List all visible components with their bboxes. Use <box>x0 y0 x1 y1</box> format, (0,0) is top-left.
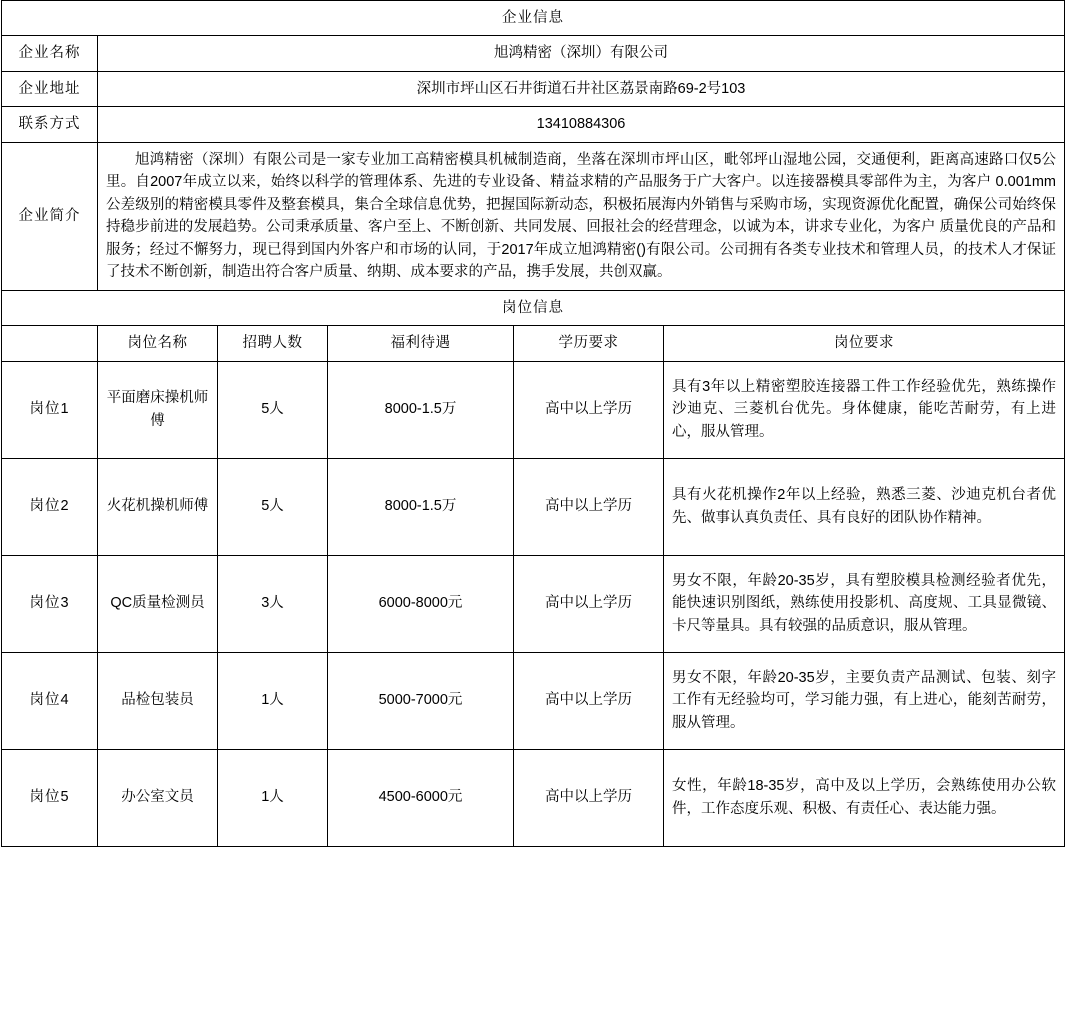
job-name: QC质量检测员 <box>98 555 218 652</box>
job-count: 1人 <box>218 749 328 846</box>
job-index: 岗位1 <box>2 361 98 458</box>
job-section-title: 岗位信息 <box>2 290 1065 325</box>
job-section-title-row <box>2 290 1065 325</box>
job-count: 3人 <box>218 555 328 652</box>
job-education: 高中以上学历 <box>514 458 664 555</box>
job-education: 高中以上学历 <box>514 361 664 458</box>
table-row <box>2 361 1065 458</box>
job-salary: 8000-1.5万 <box>328 361 514 458</box>
company-intro-text-cell <box>98 142 1065 290</box>
table-row <box>2 749 1065 846</box>
job-header-index <box>2 326 98 361</box>
job-name: 办公室文员 <box>98 749 218 846</box>
table-row <box>2 652 1065 749</box>
table-row <box>2 71 1065 106</box>
job-name: 火花机操机师傅 <box>98 458 218 555</box>
job-header-education: 学历要求 <box>514 326 664 361</box>
company-contact-value: 13410884306 <box>98 107 1065 142</box>
table-row <box>2 458 1065 555</box>
company-name-value: 旭鸿精密（深圳）有限公司 <box>98 36 1065 71</box>
table-row <box>2 555 1065 652</box>
table-row <box>2 142 1065 290</box>
job-count: 5人 <box>218 361 328 458</box>
job-requirement: 女性，年龄18-35岁，高中及以上学历，会熟练使用办公软件，工作态度乐观、积极、有责任心、表达能力强。 <box>664 749 1065 846</box>
job-salary: 8000-1.5万 <box>328 458 514 555</box>
job-index: 岗位2 <box>2 458 98 555</box>
job-salary: 6000-8000元 <box>328 555 514 652</box>
job-table-header-row <box>2 326 1065 361</box>
job-header-salary: 福利待遇 <box>328 326 514 361</box>
job-index: 岗位4 <box>2 652 98 749</box>
job-index: 岗位5 <box>2 749 98 846</box>
job-count: 1人 <box>218 652 328 749</box>
job-requirement: 具有火花机操作2年以上经验，熟悉三菱、沙迪克机台者优先、做事认真负责任、具有良好的团队协作精神。 <box>664 458 1065 555</box>
job-salary: 5000-7000元 <box>328 652 514 749</box>
job-index: 岗位3 <box>2 555 98 652</box>
company-contact-label: 联系方式 <box>2 107 98 142</box>
job-education: 高中以上学历 <box>514 749 664 846</box>
job-education: 高中以上学历 <box>514 652 664 749</box>
company-section-title: 企业信息 <box>2 1 1065 36</box>
company-intro-label: 企业简介 <box>2 142 98 290</box>
table-row <box>2 36 1065 71</box>
company-section-title-row <box>2 1 1065 36</box>
job-header-count: 招聘人数 <box>218 326 328 361</box>
job-requirement: 男女不限，年龄20-35岁，具有塑胶模具检测经验者优先，能快速识别图纸，熟练使用投影机、高度规、工具显微镜、卡尺等量具。具有较强的品质意识，服从管理。 <box>664 555 1065 652</box>
table-row <box>2 107 1065 142</box>
job-header-requirement: 岗位要求 <box>664 326 1065 361</box>
job-requirement: 男女不限，年龄20-35岁，主要负责产品测试、包装、刻字工作有无经验均可，学习能力强，有上进心，能刻苦耐劳，服从管理。 <box>664 652 1065 749</box>
job-education: 高中以上学历 <box>514 555 664 652</box>
company-info-table <box>1 0 1065 847</box>
company-name-label: 企业名称 <box>2 36 98 71</box>
job-name: 平面磨床操机师傅 <box>98 361 218 458</box>
job-salary: 4500-6000元 <box>328 749 514 846</box>
company-intro-text: 旭鸿精密（深圳）有限公司是一家专业加工高精密模具机械制造商，坐落在深圳市坪山区，毗邻坪山湿地公园，交通便利，距离高速路口仅5公里。自2007年成立以来，始终以科学的管理体系、先进的专业设备、精益求精的产品服务于广大客户。以连接器模具零部件为主，为客户 0.001mm公差级别的精密模具零件及整套模具，集合全球信息优势，把握国际新动态，积极拓展海内外销售与采购市场，实现资源优化配置，确保公司始终保持稳步前进的发展趋势。公司秉承质量、客户至上、不断创新、共同发展、回报社会的经营理念，以诚为本，讲求专业化，为客户 质量优良的产品和服务；经过不懈努力，现已得到国内外客户和市场的认同，于2017年成立旭鸿精密()有限公司。公司拥有各类专业技术和管理人员，的技术人才保证了技术不断创新，制造出符合客户质量、纳期、成本要求的产品，携手发展，共创双赢。 <box>106 151 1056 281</box>
company-address-label: 企业地址 <box>2 71 98 106</box>
job-requirement: 具有3年以上精密塑胶连接器工件工作经验优先，熟练操作沙迪克、三菱机台优先。身体健康，能吃苦耐劳，有上进心，服从管理。 <box>664 361 1065 458</box>
job-header-name: 岗位名称 <box>98 326 218 361</box>
job-count: 5人 <box>218 458 328 555</box>
job-name: 品检包装员 <box>98 652 218 749</box>
company-address-value: 深圳市坪山区石井街道石井社区荔景南路69-2号103 <box>98 71 1065 106</box>
